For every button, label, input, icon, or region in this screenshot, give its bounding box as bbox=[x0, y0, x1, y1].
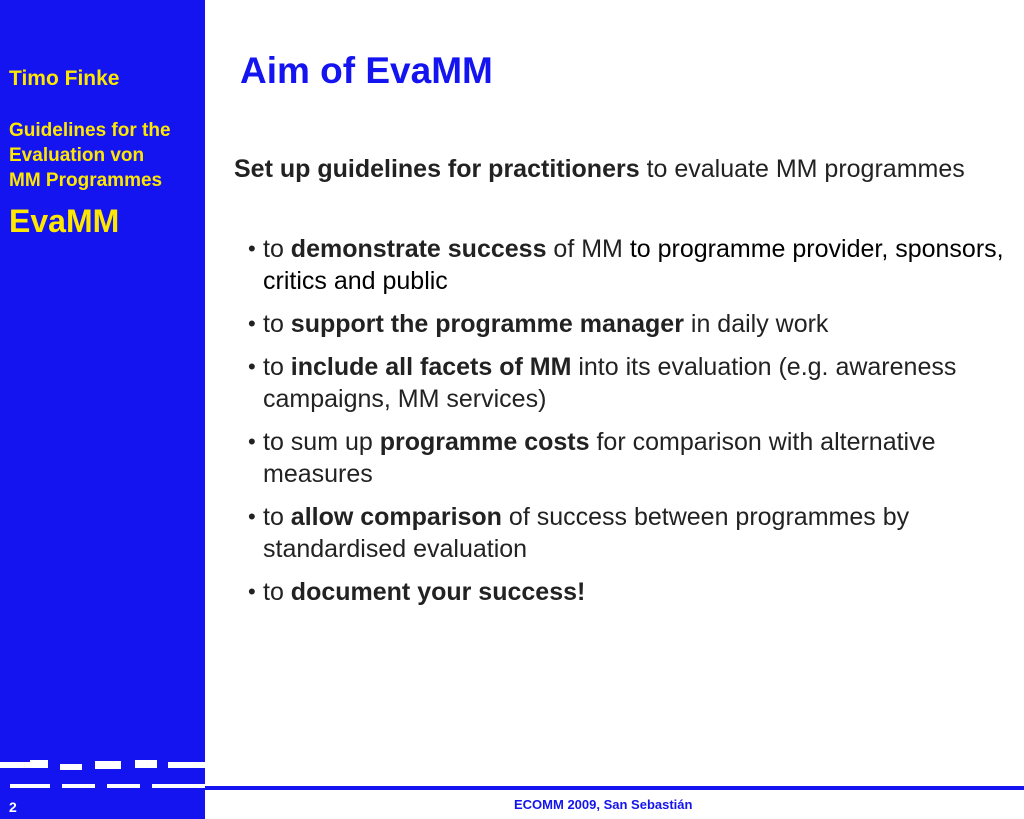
slide-title: Aim of EvaMM bbox=[240, 50, 493, 91]
bullet-post: into its evaluation (e.g. awareness campaigns, MM services) bbox=[263, 353, 957, 413]
bullet-bold: include all facets of MM bbox=[290, 353, 572, 381]
bullet-bold: allow comparison bbox=[290, 503, 502, 531]
bullet-item bbox=[248, 233, 1008, 297]
bullet-post: of success between programmes by standardised evaluation bbox=[263, 503, 910, 563]
bullet-pre: to bbox=[263, 353, 291, 381]
bullet-post-black: to programme provider, sponsors, critics and public bbox=[263, 235, 1004, 295]
subtitle-highlight-mm: MM bbox=[9, 170, 41, 191]
author-name: Timo Finke bbox=[9, 67, 120, 90]
subtitle-line-2 bbox=[9, 143, 171, 168]
bullet-item bbox=[248, 351, 1008, 415]
bullet-item bbox=[248, 501, 1008, 565]
subtitle-highlight-eva: Eva bbox=[9, 145, 43, 166]
bullet-post: in daily work bbox=[683, 310, 829, 338]
project-acronym: EvaMM bbox=[9, 203, 120, 239]
bullet-item bbox=[248, 308, 1008, 340]
project-subtitle bbox=[9, 118, 171, 193]
bullet-post: of MM bbox=[546, 235, 630, 263]
intro-text bbox=[234, 153, 994, 185]
conference-footer: ECOMM 2009, San Sebastián bbox=[514, 797, 693, 812]
footer-divider bbox=[205, 786, 1024, 790]
bullet-bold: programme costs bbox=[379, 428, 590, 456]
subtitle-line-3-rest: Programmes bbox=[40, 170, 163, 191]
bullet-pre: to sum up bbox=[263, 428, 380, 456]
bullet-item bbox=[248, 576, 1008, 608]
intro-rest: to evaluate MM programmes bbox=[639, 155, 965, 183]
page-number: 2 bbox=[9, 799, 17, 815]
bullet-pre: to bbox=[263, 503, 291, 531]
bullet-pre: to bbox=[263, 310, 291, 338]
subtitle-line-3 bbox=[9, 168, 171, 193]
bullet-item bbox=[248, 426, 1008, 490]
bullet-list bbox=[248, 233, 1008, 619]
sidebar bbox=[0, 0, 205, 819]
intro-bold: Set up guidelines for practitioners bbox=[234, 155, 640, 183]
bullet-bold: document your success! bbox=[290, 578, 586, 606]
logo-icon bbox=[0, 758, 205, 788]
bullet-bold: support the programme manager bbox=[290, 310, 684, 338]
subtitle-line-2-rest: luation von bbox=[42, 145, 145, 166]
bullet-pre: to bbox=[263, 235, 291, 263]
subtitle-line-1: Guidelines for the bbox=[9, 120, 171, 141]
bullet-pre: to bbox=[263, 578, 291, 606]
bullet-post: for comparison with alternative measures bbox=[263, 428, 936, 488]
bullet-bold: demonstrate success bbox=[290, 235, 547, 263]
